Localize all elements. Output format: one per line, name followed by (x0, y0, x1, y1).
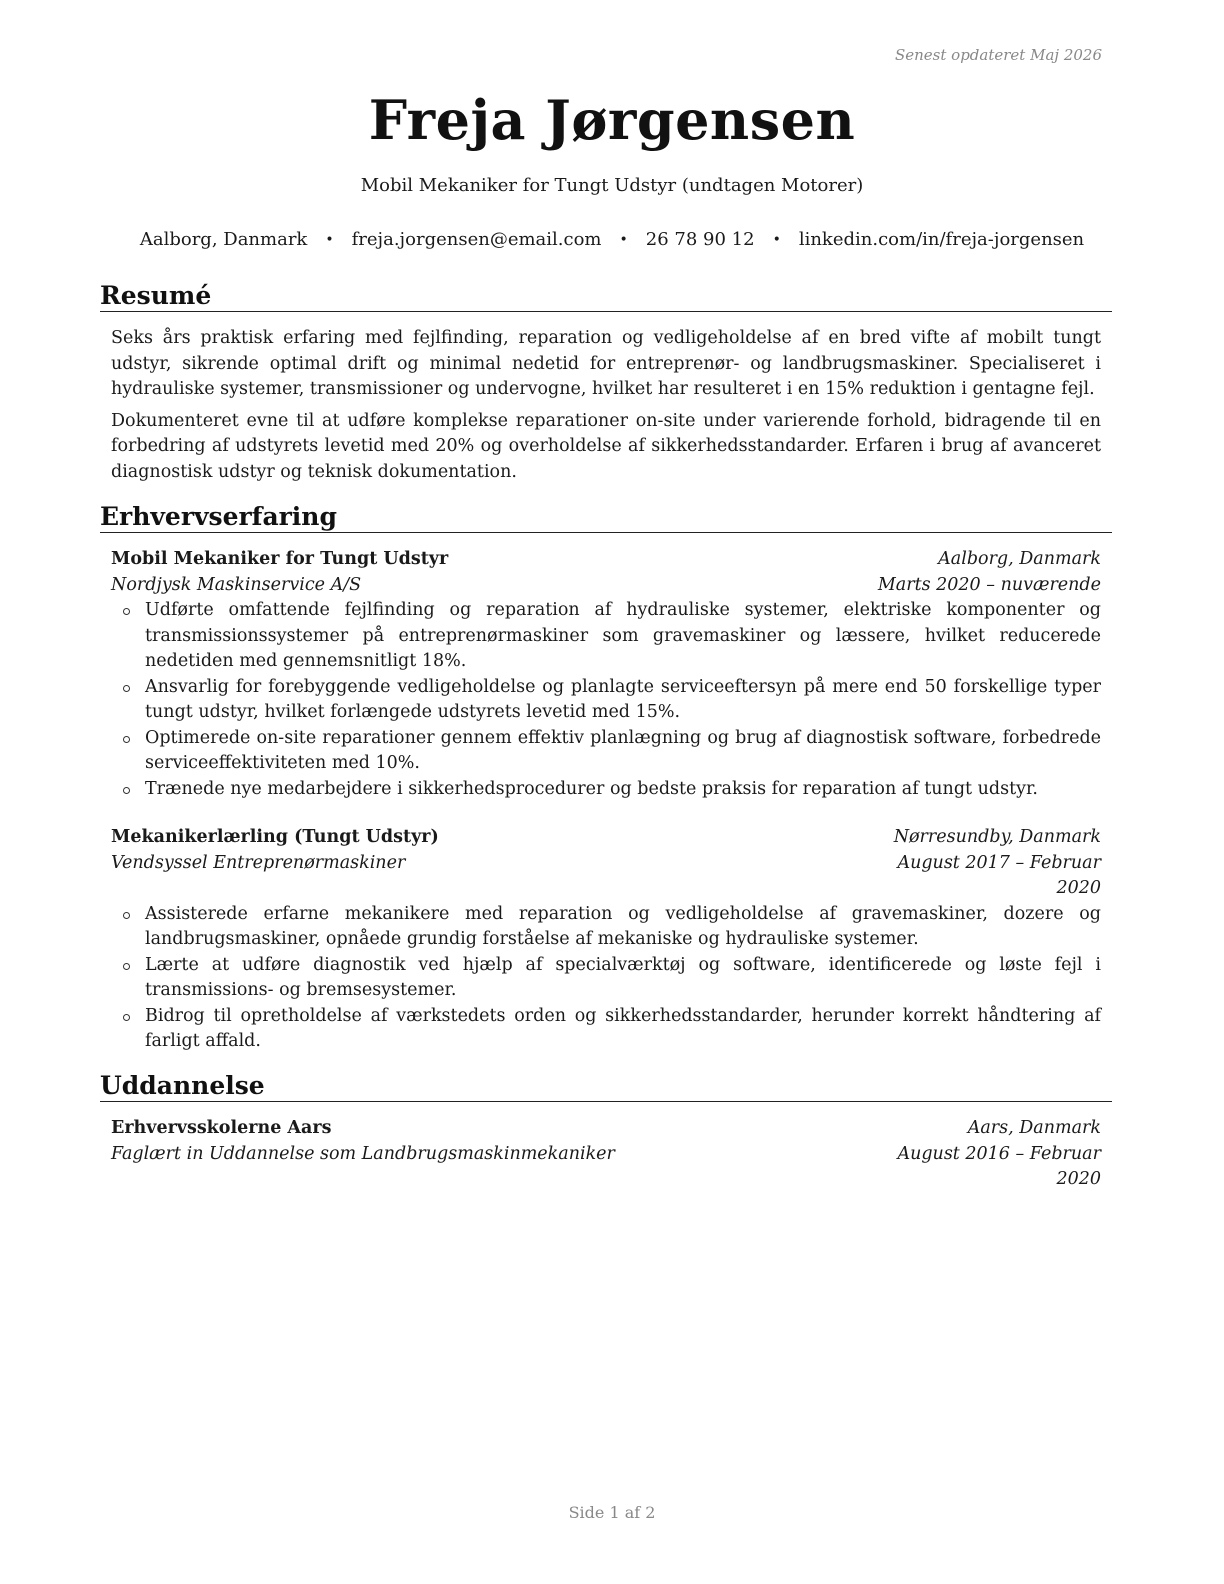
bullet-text: Trænede nye medarbejdere i sikkerhedsprocedurer og bedste praksis for reparation af tungt udstyr. (145, 778, 1038, 799)
circle-bullet-icon (123, 608, 130, 615)
job-title: Mekanikerlærling (Tungt Udstyr) (111, 827, 439, 847)
job-bullet-list (111, 902, 1101, 1055)
job-entry (111, 825, 1101, 1055)
circle-bullet-icon (123, 736, 130, 743)
job-location: Nørresundby, Danmark (893, 827, 1101, 847)
section-title-summary: Resumé (100, 281, 1112, 312)
bullet-separator: • (619, 232, 628, 248)
list-item (111, 953, 1101, 1004)
section-title-education: Uddannelse (100, 1071, 1112, 1102)
circle-bullet-icon (123, 1014, 130, 1021)
job-company: Nordjysk Maskinservice A/S (111, 574, 362, 595)
contact-location: Aalborg, Danmark (139, 229, 308, 250)
bullet-text: Optimerede on-site reparationer gennem effektiv planlægning og brug af diagnostisk software, forbedrede serviceeffektiviteten med 10%. (145, 727, 1101, 773)
contact-phone: 26 78 90 12 (645, 229, 755, 250)
contact-linkedin[interactable]: linkedin.com/in/freja-jorgensen (798, 229, 1085, 250)
circle-bullet-icon (123, 912, 130, 919)
bullet-separator: • (325, 232, 334, 248)
school-location: Aars, Danmark (967, 1118, 1101, 1138)
job-company: Vendsyssel Entreprenørmaskiner (111, 852, 406, 873)
job-location: Aalborg, Danmark (938, 549, 1101, 569)
bullet-text: Bidrog til opretholdelse af værkstedets orden og sikkerhedsstandarder, herunder korrekt håndtering af farligt affald. (145, 1005, 1101, 1051)
list-item (111, 777, 1101, 803)
education-dates: August 2016 – Februar 2020 (897, 1143, 1101, 1189)
job-entry (111, 547, 1101, 802)
education-entry (111, 1116, 1101, 1193)
person-name: Freja Jørgensen (368, 88, 856, 152)
circle-bullet-icon (123, 685, 130, 692)
summary-paragraph: Seks års praktisk erfaring med fejlfinding, reparation og vedligeholdelse af en bred vifte af mobilt tungt udstyr, sikrende optimal drift og minimal nedetid for entreprenør- og landbrugsmaskiner. Specialiseret i hydrauliske systemer, transmissioner og undervogne, hvilket har resulteret i en 15% reduktion i gentagne fejl. (111, 328, 1101, 399)
circle-bullet-icon (123, 963, 130, 970)
page-number: Side 1 af 2 (568, 1503, 656, 1522)
summary-paragraph: Dokumenteret evne til at udføre komplekse reparationer on-site under varierende forhold, bidragende til en forbedring af udstyrets levetid med 20% og overholdelse af sikkerhedsstandarder. Erfaren i brug af avanceret diagnostisk udstyr og teknisk dokumentation. (111, 410, 1101, 482)
job-subtitle: Mobil Mekaniker for Tungt Udstyr (undtagen Motorer) (360, 175, 864, 196)
bullet-text: Udførte omfattende fejlfinding og reparation af hydrauliske systemer, elektriske komponenter og transmissionssystemer på entreprenørmaskiner som gravemaskiner og læssere, hvilket reducerede nedetiden med gennemsnitligt 18%. (145, 600, 1101, 671)
circle-bullet-icon (123, 787, 130, 794)
job-title: Mobil Mekaniker for Tungt Udstyr (111, 549, 449, 569)
job-bullet-list (111, 598, 1101, 802)
job-dates: Marts 2020 – nuværende (877, 574, 1101, 595)
bullet-text: Lærte at udføre diagnostik ved hjælp af specialværktøj og software, identificerede og løste fejl i transmissions- og bremsesystemer. (145, 954, 1101, 1000)
list-item (111, 675, 1101, 726)
degree-name: Faglært in Uddannelse som Landbrugsmaskinmekaniker (111, 1143, 615, 1164)
job-dates: August 2017 – Februar 2020 (897, 852, 1101, 898)
last-updated: Senest opdateret Maj 2026 (894, 46, 1102, 64)
list-item (111, 902, 1101, 953)
bullet-separator: • (772, 232, 781, 248)
summary-block (111, 326, 1101, 491)
section-title-experience: Erhvervserfaring (100, 502, 1112, 533)
contact-line (0, 229, 1224, 250)
list-item (111, 1004, 1101, 1055)
bullet-text: Assisterede erfarne mekanikere med reparation og vedligeholdelse af gravemaskiner, dozere og landbrugsmaskiner, opnåede grundig forståelse af mekaniske og hydrauliske systemer. (145, 903, 1101, 949)
list-item (111, 726, 1101, 777)
list-item (111, 598, 1101, 675)
school-name: Erhvervsskolerne Aars (111, 1118, 332, 1138)
contact-email[interactable]: freja.jorgensen@email.com (351, 229, 602, 250)
bullet-text: Ansvarlig for forebyggende vedligeholdelse og planlagte serviceeftersyn på mere end 50 forskellige typer tungt udstyr, hvilket forlængede udstyrets levetid med 15%. (145, 676, 1101, 722)
